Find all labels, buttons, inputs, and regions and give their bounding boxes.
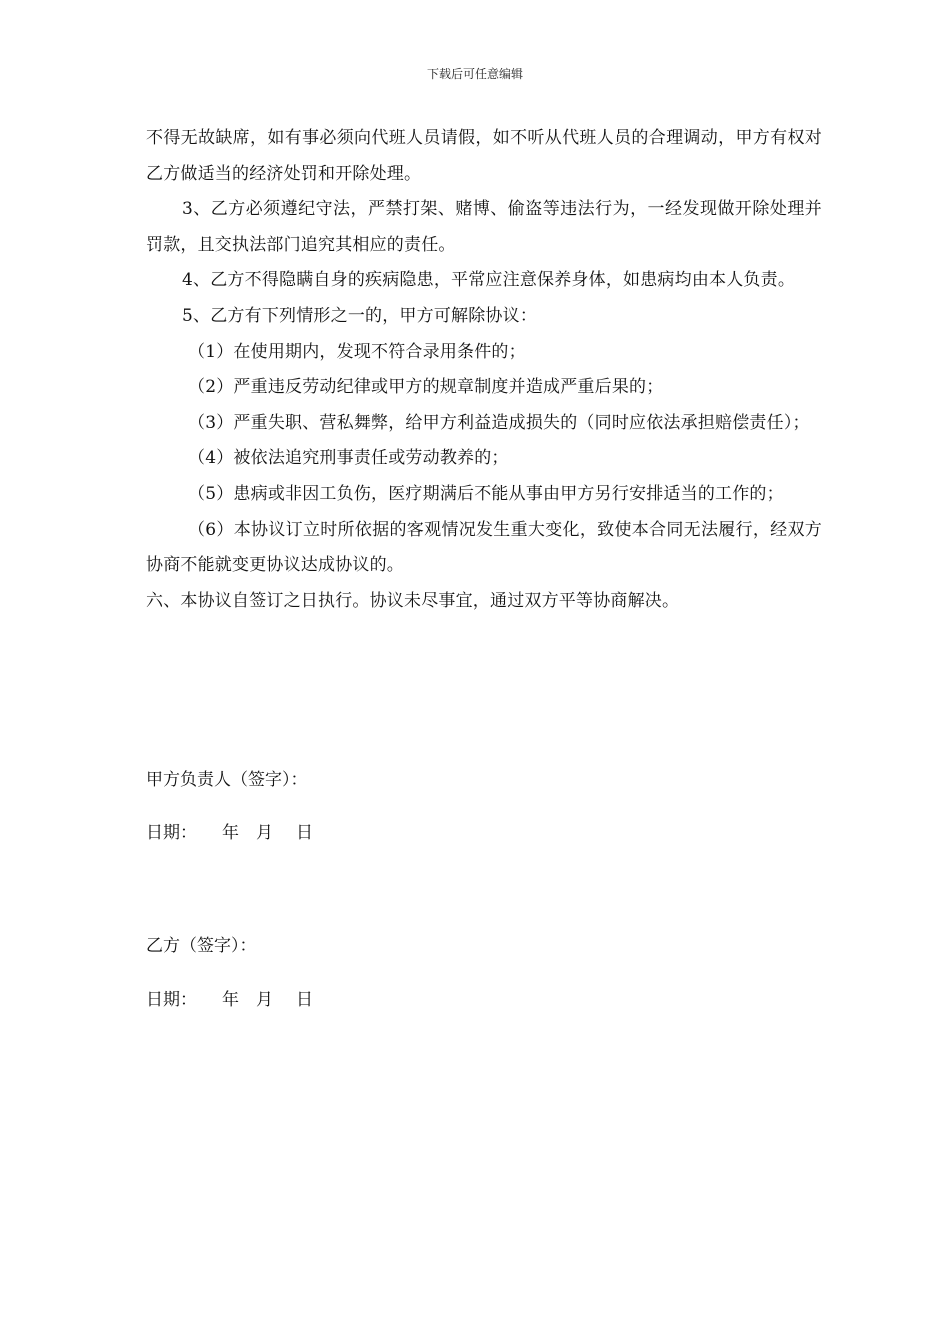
party-a-signature-label: 甲方负责人（签字）：	[146, 770, 308, 790]
party-b-signature-label: 乙方（签字）：	[146, 936, 257, 956]
list-item-3: （3）严重失职、营私舞弊，给甲方利益造成损失的（同时应依法承担赔偿责任）；	[188, 412, 810, 433]
date-month: 月	[256, 990, 273, 1010]
paragraph-clause-3: 3、乙方必须遵纪守法，严禁打架、赌博、偷盗等违法行为，一经发现做开除处理并罚款，且交执法部门追究其相应的责任。	[146, 199, 822, 255]
list-item-6: （6）本协议订立时所依据的客观情况发生重大变化，致使本合同无法履行，经双方协商不能就变更协议达成协议的。	[146, 519, 822, 576]
paragraph-clause-4: 4、乙方不得隐瞒自身的疾病隐患，平常应注意保养身体，如患病均由本人负责。	[182, 270, 796, 291]
date-month: 月	[256, 823, 273, 843]
date-day: 日	[296, 823, 313, 843]
paragraph-section-6: 六、本协议自签订之日执行。协议未尽事宜，通过双方平等协商解决。	[146, 590, 680, 611]
date-year: 年	[222, 823, 239, 843]
list-item-4: （4）被依法追究刑事责任或劳动教养的；	[188, 448, 509, 469]
date-year: 年	[222, 990, 239, 1010]
date-label: 日期：	[146, 990, 197, 1010]
list-item-1: （1）在使用期内，发现不符合录用条件的；	[188, 341, 526, 362]
agreement-body	[146, 121, 822, 619]
paragraph-clause-5: 5、乙方有下列情形之一的，甲方可解除协议：	[182, 305, 538, 326]
date-day: 日	[296, 990, 313, 1010]
list-item-2: （2）严重违反劳动纪律或甲方的规章制度并造成严重后果的；	[188, 377, 664, 398]
date-label: 日期：	[146, 823, 197, 843]
paragraph-continuation: 不得无故缺席，如有事必须向代班人员请假，如不听从代班人员的合理调动，甲方有权对乙方做适当的经济处罚和开除处理。	[146, 128, 822, 184]
party-b-date-row	[146, 988, 313, 1012]
page-header-note: 下载后可任意编辑	[426, 67, 523, 81]
list-item-5: （5）患病或非因工负伤，医疗期满后不能从事由甲方另行安排适当的工作的；	[188, 483, 784, 504]
party-a-date-row	[146, 821, 313, 845]
